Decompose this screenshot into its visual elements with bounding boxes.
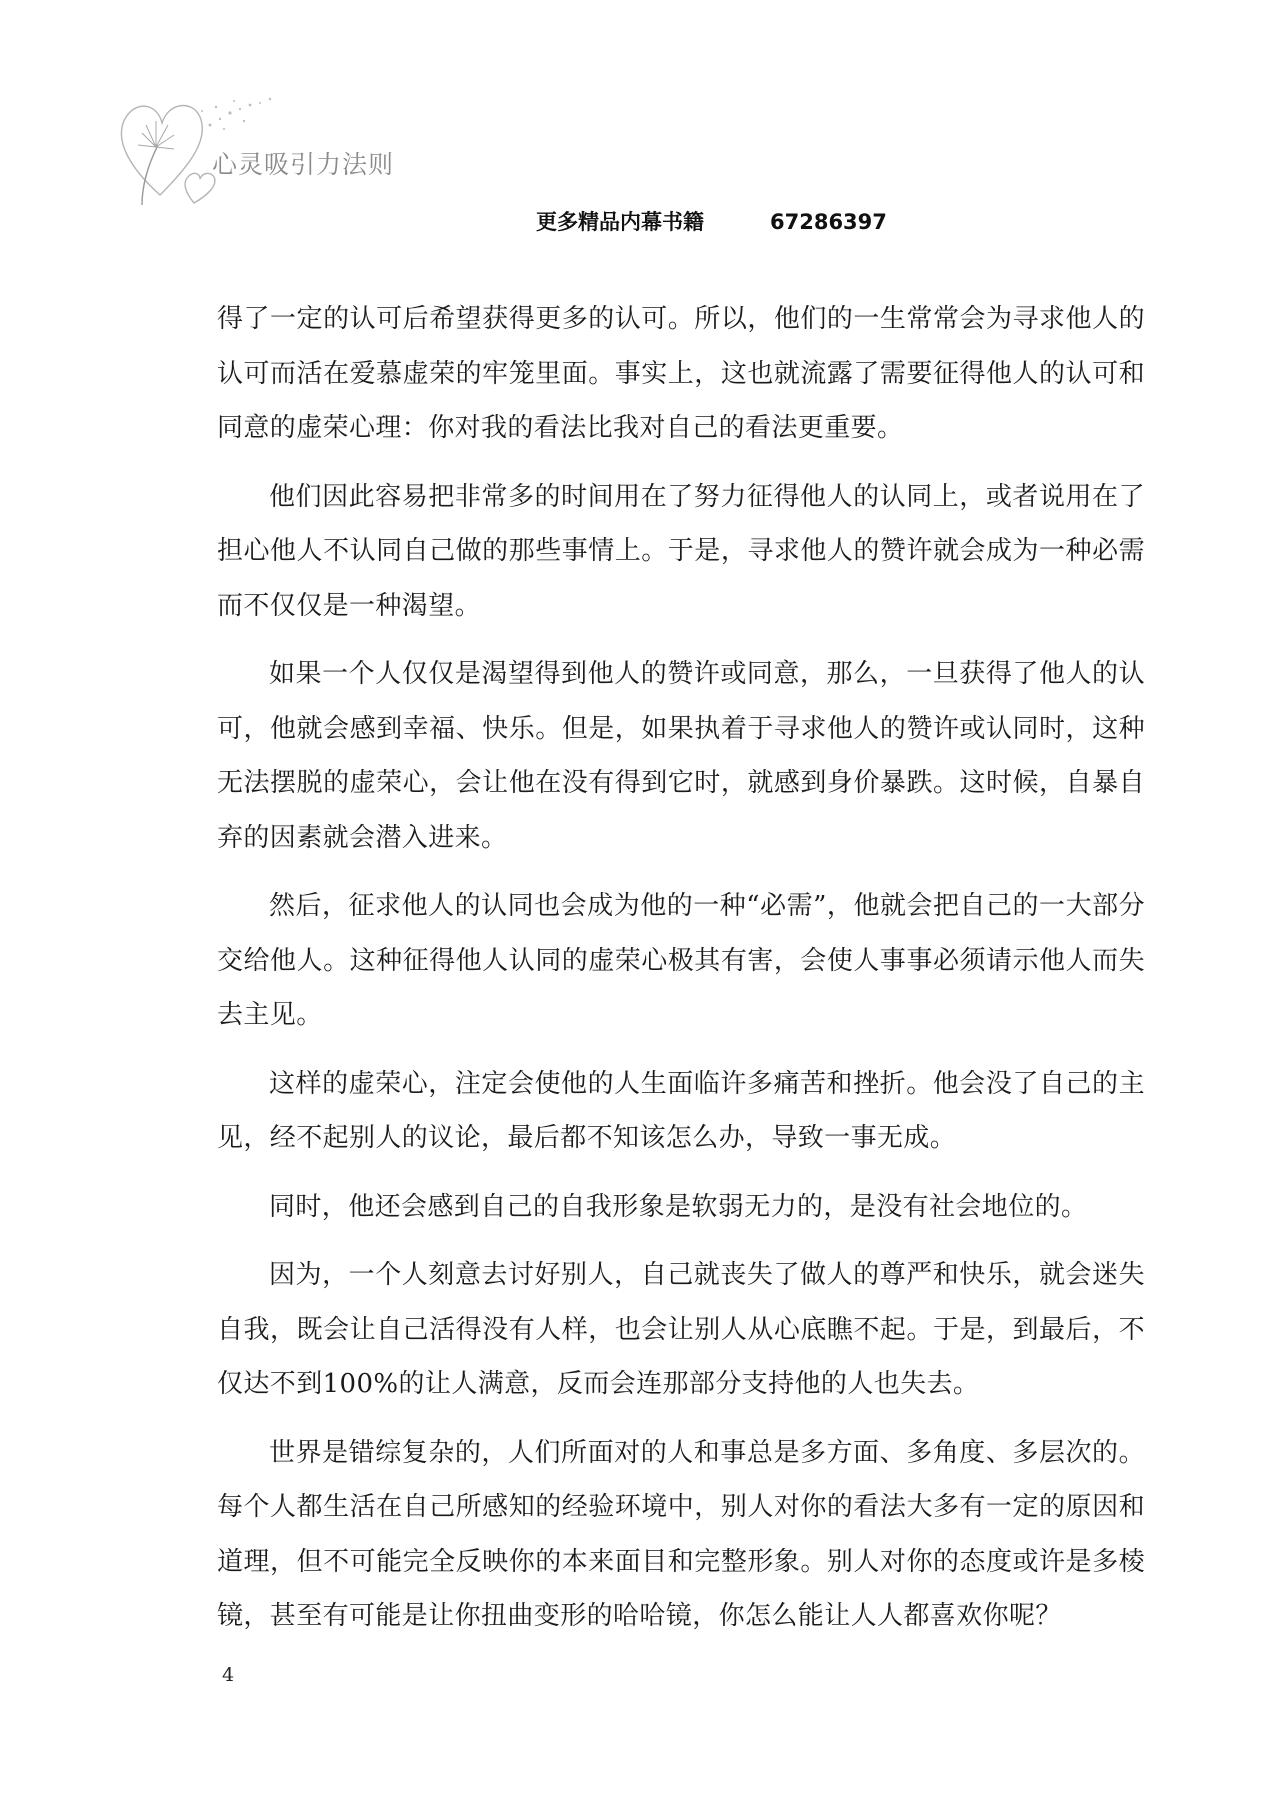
paragraph: 然后，征求他人的认同也会成为他的一种“必需”，他就会把自己的一大部分交给他人。这种征得他人认同的虚荣心极其有害，会使人事事必须请示他人而失去主见。 <box>217 891 1145 1030</box>
paragraph: 世界是错综复杂的，人们所面对的人和事总是多方面、多角度、多层次的。每个人都生活在自己所感知的经验环境中，别人对你的看法大多有一定的原因和道理，但不可能完全反映你的本来面目和完整形象。别人对你的态度或许是多棱镜，甚至有可能是让你扭曲变形的哈哈镜，你怎么能让人人都喜欢你呢？ <box>217 1437 1145 1631</box>
body-text <box>217 292 1145 1658</box>
book-series-title: 心灵吸引力法则 <box>212 150 395 179</box>
book-logo <box>112 95 442 215</box>
paragraph: 同时，他还会感到自己的自我形象是软弱无力的，是没有社会地位的。 <box>269 1191 1088 1222</box>
paragraph: 因为，一个人刻意去讨好别人，自己就丧失了做人的尊严和快乐，就会迷失自我，既会让自己活得没有人样，也会让别人从心底瞧不起。于是，到最后，不仅达不到100%的让人满意，反而会连那部分支持他的人也失去。 <box>217 1260 1145 1399</box>
promo-text: 更多精品内幕书籍 <box>536 210 704 234</box>
promo-line <box>536 206 887 236</box>
paragraph: 得了一定的认可后希望获得更多的认可。所以，他们的一生常常会为寻求他人的认可而活在爱慕虚荣的牢笼里面。事实上，这也就流露了需要征得他人的认可和同意的虚荣心理：你对我的看法比我对自己的看法更重要。 <box>217 304 1145 443</box>
promo-number: 67286397 <box>770 210 887 234</box>
paragraph: 这样的虚荣心，注定会使他的人生面临许多痛苦和挫折。他会没了自己的主见，经不起别人的议论，最后都不知该怎么办，导致一事无成。 <box>217 1068 1145 1153</box>
page-number: 4 <box>222 1664 235 1686</box>
paragraph: 他们因此容易把非常多的时间用在了努力征得他人的认同上，或者说用在了担心他人不认同自己做的那些事情上。于是，寻求他人的赞许就会成为一种必需而不仅仅是一种渴望。 <box>217 481 1145 621</box>
paragraph: 如果一个人仅仅是渴望得到他人的赞许或同意，那么，一旦获得了他人的认可，他就会感到幸福、快乐。但是，如果执着于寻求他人的赞许或认同时，这种无法摆脱的虚荣心，会让他在没有得到它时，就感到身价暴跌。这时候，自暴自弃的因素就会潜入进来。 <box>217 659 1145 853</box>
